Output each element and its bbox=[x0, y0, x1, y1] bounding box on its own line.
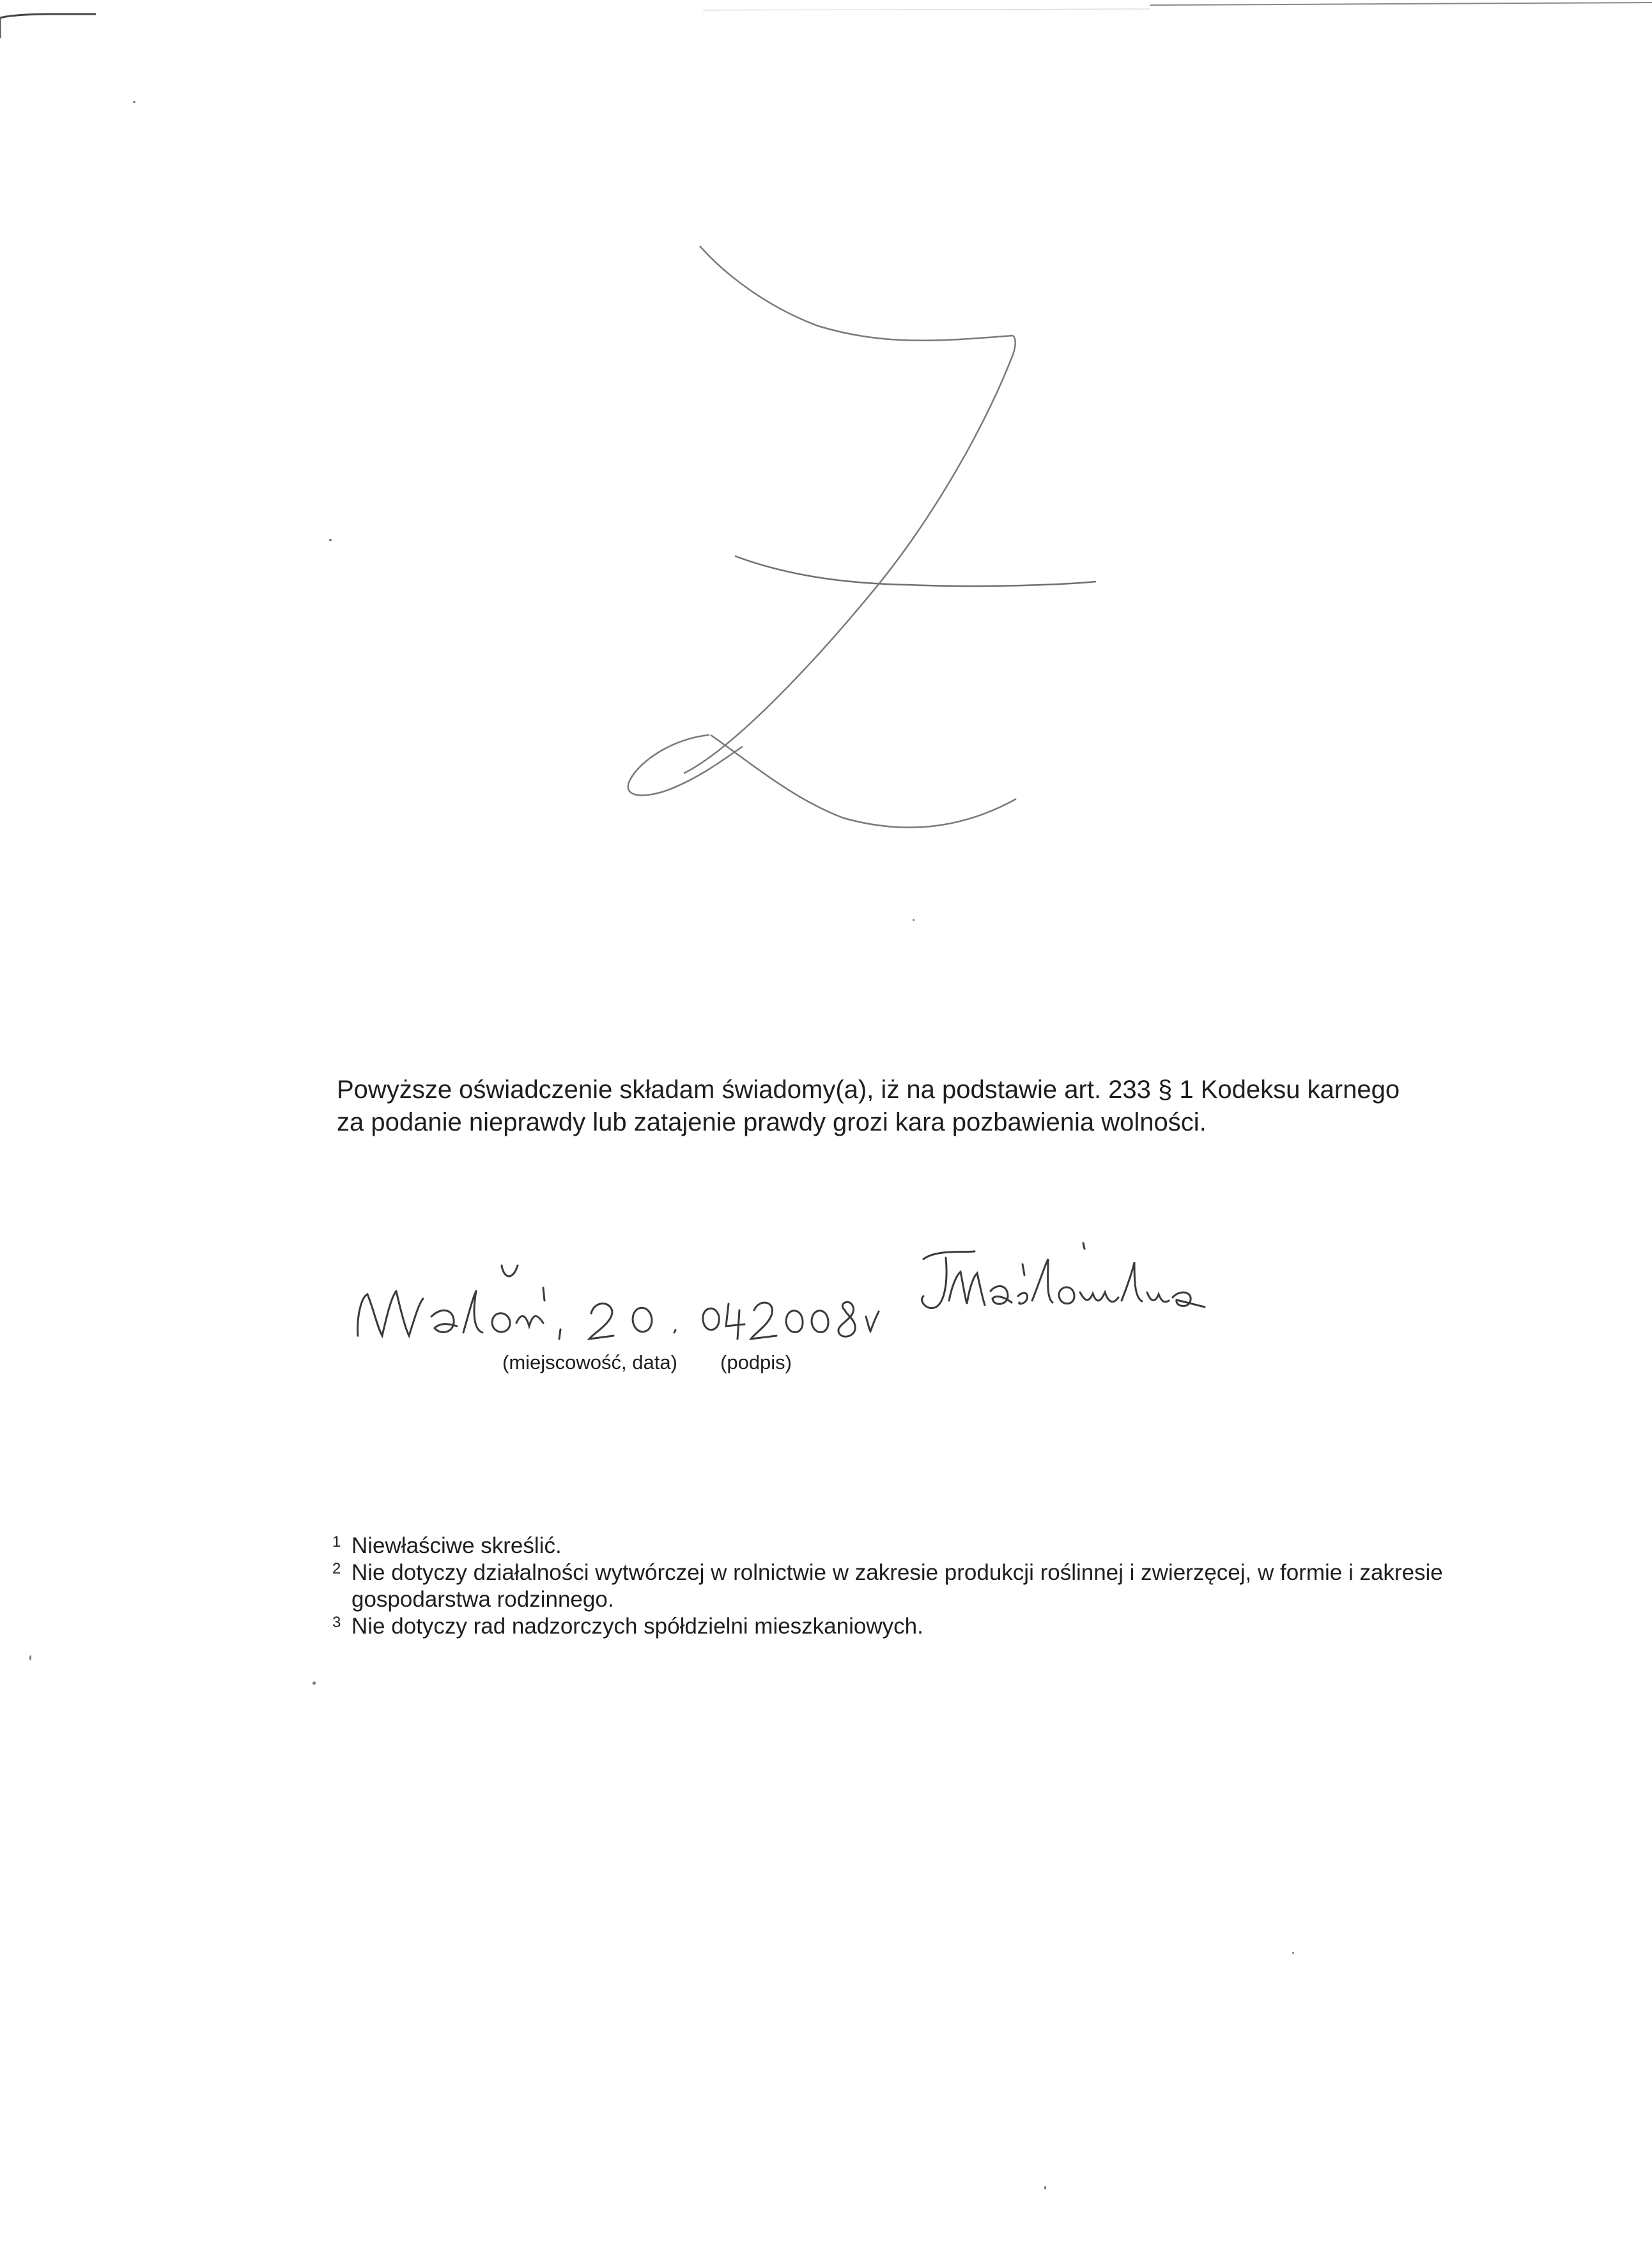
footnote-number: 1 bbox=[332, 1533, 341, 1550]
footnote-number: 3 bbox=[332, 1614, 341, 1631]
scan-speck bbox=[313, 1682, 316, 1685]
footnote-text: Niewłaściwe skreślić. bbox=[351, 1533, 562, 1558]
footnote-text: Nie dotyczy działalności wytwórczej w rolnictwie w zakresie produkcji roślinnej i zwierzęcej, w formie i zakresie gospodarstwa rodzinnego. bbox=[351, 1560, 1443, 1612]
footnote-text: Nie dotyczy rad nadzorczych spółdzielni mieszkaniowych. bbox=[351, 1614, 923, 1639]
caption-place-date: (miejscowość, data) bbox=[502, 1351, 677, 1373]
scan-speck bbox=[1044, 2186, 1046, 2190]
scan-speck bbox=[329, 539, 332, 541]
footnote-2 bbox=[332, 1559, 1534, 1613]
z-strikethrough-mark bbox=[575, 230, 1150, 856]
scan-speck bbox=[913, 919, 915, 921]
footnote-1 bbox=[332, 1533, 1534, 1559]
handwritten-place-date bbox=[345, 1240, 888, 1355]
scan-edge-lines bbox=[0, 0, 1652, 38]
footnote-number: 2 bbox=[332, 1560, 341, 1577]
scan-speck bbox=[1292, 1952, 1294, 1954]
scan-speck bbox=[29, 1655, 31, 1660]
statement-text: Powyższe oświadczenie składam świadomy(a), iż na podstawie art. 233 § 1 Kodeksu karnego za podanie nieprawdy lub zatajenie prawdy grozi kara pozbawienia wolności. bbox=[337, 1076, 1400, 1136]
handwritten-signature bbox=[911, 1240, 1217, 1336]
caption-signature: (podpis) bbox=[720, 1351, 792, 1373]
footnotes bbox=[332, 1533, 1534, 1640]
footnote-3 bbox=[332, 1613, 1534, 1640]
scan-speck bbox=[133, 101, 135, 103]
